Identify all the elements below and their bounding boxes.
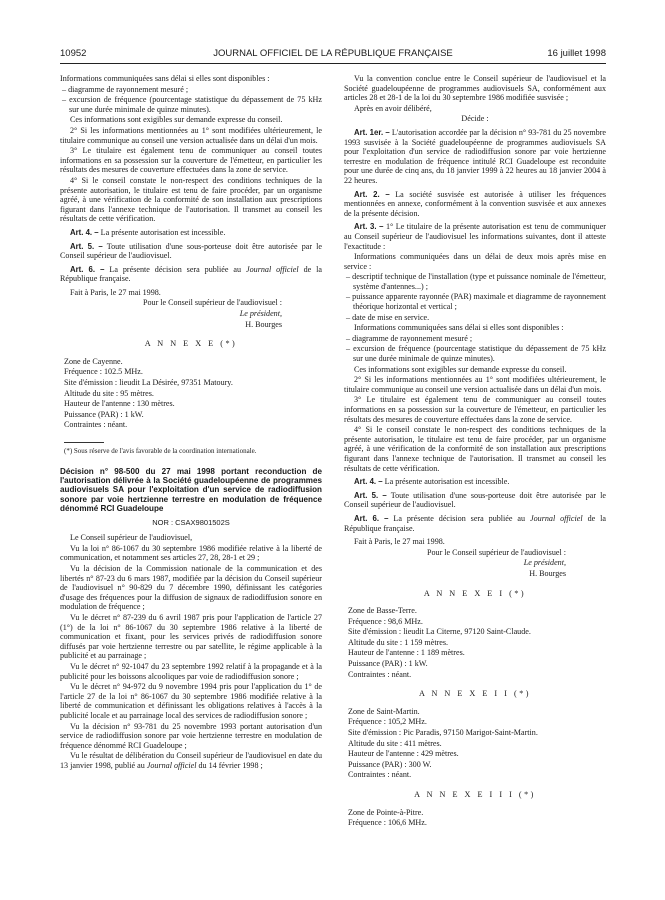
article-4: Art. 4. – La présente autorisation est incessible. [70,227,226,237]
right-column [344,74,606,829]
list-item: – excursion de fréquence (pourcentage statistique du dépassement de 75 kHz sur une durée minimale de quinze minutes). [346,344,606,364]
signature-pour: Pour le Conseil supérieur de l'audiovisuel : [142,298,282,308]
paragraph: 4° Si le conseil constate le non-respect des conditions techniques de la présente autorisation, le titulaire est tenu de faire procéder, par un organisme agréé, à une vérification de la conformité de son installation aux prescriptions figurant dans l'annexe technique de l'autorisation. Il transmet au conseil les résultats de cette vérification. [344,425,606,473]
annex-zone: Zone de Saint-Martin. [348,706,420,716]
journal-title: JOURNAL OFFICIEL DE LA RÉPUBLIQUE FRANÇAISE [213,48,453,59]
list-item: – excursion de fréquence (pourcentage statistique du dépassement de 75 kHz sur une durée minimale de quinze minutes). [62,95,322,114]
annex-frequency: Fréquence : 102.5 MHz. [64,367,143,377]
footnote-rule [64,442,104,443]
article-label: Art. 2. – [354,189,390,199]
nor-reference: NOR : CSAX9801502S [152,517,230,527]
annex-height: Hauteur de l'antenne : 429 mètres. [348,749,459,759]
paragraph: Informations communiquées sans délai si elles sont disponibles : [354,323,564,333]
list-item: – diagramme de rayonnement mesuré ; [62,84,189,94]
page-number: 10952 [60,48,87,59]
article-label: Art. 4. – [70,227,99,237]
annex-power: Puissance (PAR) : 1 kW. [64,409,144,419]
visa: Vu la décision n° 93-781 du 25 novembre 1993 portant autorisation d'un service de radiodiffusion sonore par voie hertzienne terrestre en modulation de fréquence dénommé RCI Guadeloupe ; [60,721,322,750]
paragraph: Après en avoir délibéré, [354,103,432,113]
footnote: (*) Sous réserve de l'avis favorable de la coordination internationale. [64,447,257,455]
signature-role: Le président, [523,558,566,568]
article-3: Art. 3. – 1° Le titulaire de la présente autorisation est tenu de communiquer au Conseil supérieur de l'audiovisuel les informations suivantes, dont il atteste l'exactitude : [344,222,606,251]
signature-role: Le président, [239,309,282,319]
visa: Vu la convention conclue entre le Conseil supérieur de l'audiovisuel et la Société guadeloupéenne de programmes audiovisuels SA, conformément aux articles 28 et 28-1 de la loi du 30 septembre 1986 modifiée susvisée ; [344,74,606,103]
annex-site: Site d'émission : lieudit La Citerne, 97120 Saint-Claude. [348,627,531,637]
left-column [60,74,322,771]
paragraph: 2° Si les informations mentionnées au 1° sont modifiées ultérieurement, le titulaire communique au conseil une version actualisée dans un délai d'un mois. [344,375,606,394]
journal-ref: Journal officiel [246,264,299,274]
annex-title: A N N E X E (*) [144,339,238,349]
annex-1-title: A N N E X E I (*) [423,588,527,598]
journal-ref: Journal officiel [146,760,197,770]
visa: Vu la loi n° 86-1067 du 30 septembre 1986 modifiée relative à la liberté de communication, et notamment ses articles 27, 28, 28-1 et 29 ; [60,543,322,563]
list-item: – date de mise en service. [346,312,430,322]
article-label: Art. 1er. – [354,127,390,137]
annex-power: Puissance (PAR) : 300 W. [348,759,432,769]
visa: Vu la décision de la Commission nationale de la communication et des libertés n° 87-23 du 6 mars 1987, modifiée par la décision du Conseil supérieur de l'audiovisuel n° 90-829 du 7 décembre 1990, définissant les catégories d'usage des fréquences pour la diffusion de signaux de radiodiffusion sonore en modulation de fréquence ; [60,564,322,612]
paragraph: Ces informations sont exigibles sur demande expresse du conseil. [70,115,283,125]
header-rule [60,63,606,64]
article-4: Art. 4. – La présente autorisation est incessible. [354,477,510,487]
decide-heading: Décide : [461,114,489,124]
paragraph: 4° Si le conseil constate le non-respect des conditions techniques de la présente autorisation, le titulaire est tenu de faire procéder, par un organisme agréé, à une vérification de la conformité de son installation aux prescriptions figurant dans l'annexe technique de l'autorisation. Il transmet au conseil les résultats de cette vérification. [60,175,322,224]
visa: Vu le décret n° 87-239 du 6 avril 1987 pris pour l'application de l'article 27 (1°) de la loi n° 86-1067 du 30 septembre 1986 relative à la liberté de communication et fixant, pour les services privés de radiodiffusion sonore diffusés par voie hertzienne terrestre ou par satellite, le régime applicable à la publicité et au parrainage ; [60,612,322,661]
annex-site: Site d'émission : lieudit La Désirée, 97351 Matoury. [64,378,233,388]
issue-date: 16 juillet 1998 [547,48,606,59]
article-label: Art. 4. – [354,477,383,487]
fait-line: Fait à Paris, le 27 mai 1998. [354,537,445,547]
annex-site: Site d'émission : Pic Paradis, 97150 Marigot-Saint-Martin. [348,728,538,738]
article-label: Art. 6. – [70,264,105,274]
annex-frequency: Fréquence : 106,6 MHz. [348,818,427,828]
signature-name: H. Bourges [529,568,566,578]
article-6: Art. 6. – La présente décision sera publiée au Journal officiel de la République française. [344,513,606,533]
annex-3-title: A N N E X E I I I (*) [414,790,536,799]
journal-ref: Journal officiel [530,513,583,523]
signature-name: H. Bourges [245,319,282,329]
annex-zone: Zone de Cayenne. [64,356,123,366]
article-label: Art. 5. – [354,490,387,500]
annex-constraints: Contraintes : néant. [348,770,412,780]
annex-frequency: Fréquence : 105,2 MHz. [348,717,427,727]
annex-zone: Zone de Basse-Terre. [348,606,417,616]
paragraph: 2° Si les informations mentionnées au 1° sont modifiées ultérieurement, le titulaire communique au conseil une version actualisée dans un délai d'un mois. [60,125,322,145]
list-item: – descriptif technique de l'installation (type et puissance nominale de l'émetteur, système d'antennes...) ; [346,272,606,291]
signature-pour: Pour le Conseil supérieur de l'audiovisuel : [426,547,566,557]
paragraph: Ces informations sont exigibles sur demande expresse du conseil. [354,364,567,374]
list-item: – diagramme de rayonnement mesuré ; [346,333,473,343]
article-5: Art. 5. – Toute utilisation d'une sous-porteuse doit être autorisée par le Conseil supérieur de l'audiovisuel. [60,241,322,261]
annex-power: Puissance (PAR) : 1 kW. [348,659,428,669]
annex-altitude: Altitude du site : 411 mètres. [348,738,442,748]
annex-2-title: A N N E X E I I (*) [418,689,532,699]
article-2: Art. 2. – La société susvisée est autorisée à utiliser les fréquences mentionnées en annexe, conformément à la convention susvisée et aux annexes de la présente décision. [344,189,606,218]
annex-altitude: Altitude du site : 1 159 mètres. [348,637,449,647]
visa: Vu le résultat de délibération du Conseil supérieur de l'audiovisuel en date du 13 janvier 1998, publié au Journal officiel du 14 février 1998 ; [60,751,322,770]
decision-title: Décision n° 98-500 du 27 mai 1998 portant reconduction de l'autorisation délivrée à la Société guadeloupéenne de programmes audiovisuels SA pour l'exploitation d'un service de radiodiffusion sonore par voie hertzienne terrestre en modulation de fréquence dénommé RCI Guadeloupe [60,466,322,514]
paragraph: Informations communiquées dans un délai de deux mois après mise en service : [344,252,606,271]
page-header [60,48,606,62]
visa: Vu le décret n° 92-1047 du 23 septembre 1992 relatif à la propagande et à la publicité pour les boissons alcooliques par voie de radiodiffusion sonore ; [60,661,322,681]
list-item: – puissance apparente rayonnée (PAR) maximale et diagramme de rayonnement théorique horizontal et vertical ; [346,292,606,312]
annex-zone: Zone de Pointe-à-Pitre. [348,807,424,817]
annex-height: Hauteur de l'antenne : 1 189 mètres. [348,648,465,658]
paragraph: 3° Le titulaire est également tenu de communiquer au conseil toutes informations en sa possession sur la couverture de l'émetteur, en particulier les résultats des mesures de couverture effectuées dans la zone de service. [344,395,606,424]
info-intro: Informations communiquées sans délai si elles sont disponibles : [60,74,270,83]
visa: Vu le décret n° 94-972 du 9 novembre 1994 pris pour l'application du 1° de l'article 27 de la loi n° 86-1067 du 30 septembre 1986 modifiée relative à la liberté de communication et définissant les obligations relatives à l'accès à la publicité locale et au parrainage local des services de radiodiffusion sonore ; [60,682,322,720]
article-6: Art. 6. – La présente décision sera publiée au Journal officiel de la République française. [60,264,322,284]
article-5: Art. 5. – Toute utilisation d'une sous-porteuse doit être autorisée par le Conseil supérieur de l'audiovisuel. [344,490,606,510]
annex-altitude: Altitude du site : 95 mètres. [64,388,154,398]
annex-height: Hauteur de l'antenne : 130 mètres. [64,399,175,409]
article-label: Art. 3. – [354,222,384,232]
article-label: Art. 5. – [70,241,103,251]
annex-constraints: Contraintes : néant. [348,669,412,679]
paragraph: Le Conseil supérieur de l'audiovisuel, [70,533,193,543]
article-1: Art. 1er. – L'autorisation accordée par la décision n° 93-781 du 25 novembre 1993 susvisée à la Société guadeloupéenne de programmes audiovisuels SA pour l'exploitation d'un service de radiodiffusion sonore par voie hertzienne terrestre en modulation de fréquence intitulé RCI Guadeloupe est reconduite pour une durée de cinq ans, du 18 janvier 1999 à 22 heures au 18 janvier 2004 à 22 heures. [344,127,606,185]
article-label: Art. 6. – [354,513,389,523]
annex-constraints: Contraintes : néant. [64,420,128,430]
annex-frequency: Fréquence : 98,6 MHz. [348,616,423,626]
fait-line: Fait à Paris, le 27 mai 1998. [70,287,161,297]
paragraph: 3° Le titulaire est également tenu de communiquer au conseil toutes informations en sa possession sur la couverture de l'émetteur, en particulier les résultats des mesures de couverture effectuées dans la zone de service. [60,146,322,175]
